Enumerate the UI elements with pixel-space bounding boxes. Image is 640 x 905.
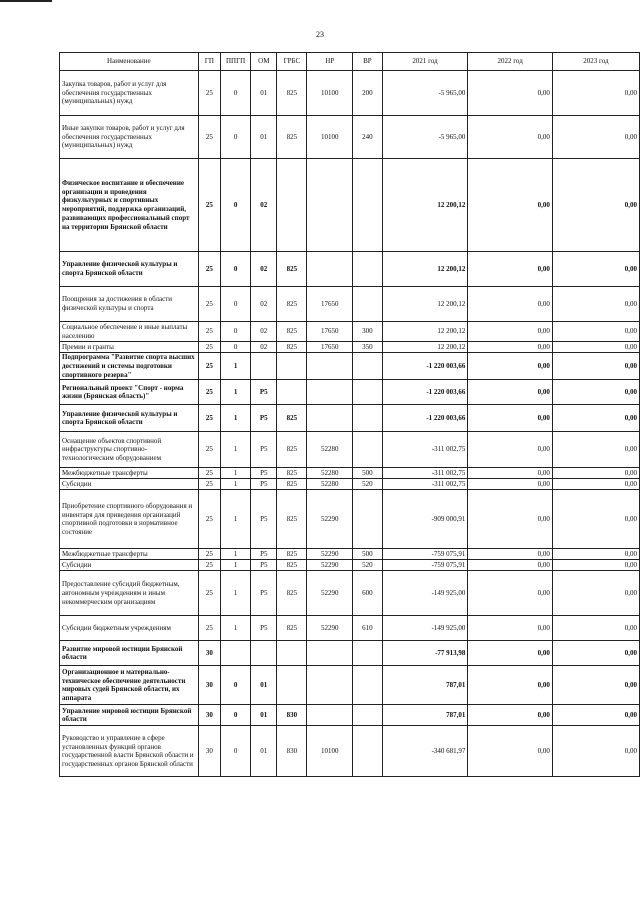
header-cell: ППГП [220, 53, 250, 71]
amount-2021-cell: -5 965,00 [382, 71, 468, 116]
amount-2021-cell: 12 200,12 [382, 322, 468, 342]
vr-cell: 520 [353, 479, 383, 490]
grbs-cell [277, 380, 307, 405]
row-name-cell: Субсидии [60, 479, 199, 490]
om-cell: 01 [251, 116, 277, 159]
ppgp-cell: 1 [220, 380, 250, 405]
row-name-cell: Закупка товаров, работ и услуг для обеспечения государственных (муниципальных) нужд [60, 71, 199, 116]
ppgp-cell: 0 [220, 116, 250, 159]
om-cell: 01 [251, 71, 277, 116]
gp-cell: 25 [198, 560, 220, 571]
amount-2022-cell: 0,00 [468, 252, 552, 287]
nr-cell [307, 666, 353, 705]
om-cell [251, 641, 277, 666]
row-name-cell: Управление физической культуры и спорта Брянской области [60, 405, 199, 432]
gp-cell: 25 [198, 287, 220, 322]
vr-cell [353, 380, 383, 405]
row-name-cell: Управление физической культуры и спорта Брянской области [60, 252, 199, 287]
amount-2022-cell: 0,00 [468, 479, 552, 490]
gp-cell: 25 [198, 549, 220, 560]
gp-cell: 25 [198, 405, 220, 432]
nr-cell [307, 380, 353, 405]
amount-2022-cell: 0,00 [468, 705, 552, 726]
table-row [60, 549, 640, 560]
om-cell: P5 [251, 380, 277, 405]
amount-2021-cell: -149 925,00 [382, 616, 468, 641]
gp-cell: 25 [198, 322, 220, 342]
amount-2023-cell: 0,00 [552, 616, 639, 641]
grbs-cell [277, 159, 307, 252]
amount-2022-cell: 0,00 [468, 322, 552, 342]
om-cell: P5 [251, 571, 277, 616]
amount-2023-cell: 0,00 [552, 116, 639, 159]
vr-cell: 500 [353, 549, 383, 560]
table-body [60, 71, 640, 777]
ppgp-cell: 0 [220, 342, 250, 353]
amount-2022-cell: 0,00 [468, 641, 552, 666]
amount-2022-cell: 0,00 [468, 405, 552, 432]
om-cell: P5 [251, 468, 277, 479]
header-cell: ВР [353, 53, 383, 71]
amount-2022-cell: 0,00 [468, 71, 552, 116]
vr-cell: 600 [353, 571, 383, 616]
amount-2023-cell: 0,00 [552, 405, 639, 432]
vr-cell [353, 432, 383, 468]
gp-cell: 25 [198, 353, 220, 380]
nr-cell [307, 252, 353, 287]
ppgp-cell: 0 [220, 666, 250, 705]
amount-2023-cell: 0,00 [552, 353, 639, 380]
nr-cell: 17650 [307, 287, 353, 322]
amount-2021-cell: -1 220 003,66 [382, 353, 468, 380]
amount-2022-cell: 0,00 [468, 353, 552, 380]
ppgp-cell: 0 [220, 159, 250, 252]
om-cell: P5 [251, 490, 277, 549]
nr-cell: 17650 [307, 322, 353, 342]
scan-edge-mark [0, 0, 52, 2]
table-row [60, 405, 640, 432]
nr-cell: 52280 [307, 479, 353, 490]
row-name-cell: Физическое воспитание и обеспечение организации и проведения физкультурных и спортивных мероприятий, поддержка организаций, развивающих профессиональный спорт на территории Брянской области [60, 159, 199, 252]
om-cell: 02 [251, 342, 277, 353]
header-cell: ГП [198, 53, 220, 71]
table-row [60, 641, 640, 666]
amount-2021-cell: 12 200,12 [382, 342, 468, 353]
row-name-cell: Премии и гранты [60, 342, 199, 353]
amount-2021-cell: 12 200,12 [382, 159, 468, 252]
vr-cell [353, 726, 383, 777]
gp-cell: 25 [198, 116, 220, 159]
vr-cell [353, 666, 383, 705]
row-name-cell: Социальное обеспечение и иные выплаты населению [60, 322, 199, 342]
grbs-cell: 825 [277, 490, 307, 549]
gp-cell: 30 [198, 641, 220, 666]
vr-cell [353, 252, 383, 287]
ppgp-cell: 0 [220, 322, 250, 342]
header-row [60, 53, 640, 71]
row-name-cell: Приобретение спортивного оборудования и инвентаря для приведения организаций спортивной подготовки в нормативное состояние [60, 490, 199, 549]
row-name-cell: Подпрограмма "Развитие спорта высших достижений и системы подготовки спортивного резерва" [60, 353, 199, 380]
gp-cell: 25 [198, 252, 220, 287]
table-row [60, 666, 640, 705]
amount-2023-cell: 0,00 [552, 641, 639, 666]
amount-2021-cell: -149 925,00 [382, 571, 468, 616]
amount-2023-cell: 0,00 [552, 322, 639, 342]
amount-2021-cell: -77 913,98 [382, 641, 468, 666]
table-row [60, 432, 640, 468]
nr-cell [307, 353, 353, 380]
ppgp-cell [220, 641, 250, 666]
amount-2022-cell: 0,00 [468, 468, 552, 479]
amount-2021-cell: -311 002,75 [382, 432, 468, 468]
amount-2022-cell: 0,00 [468, 616, 552, 641]
vr-cell: 240 [353, 116, 383, 159]
om-cell: P5 [251, 479, 277, 490]
table-row [60, 116, 640, 159]
amount-2021-cell: -759 075,91 [382, 560, 468, 571]
ppgp-cell: 1 [220, 468, 250, 479]
gp-cell: 25 [198, 616, 220, 641]
nr-cell: 52290 [307, 560, 353, 571]
om-cell: 01 [251, 726, 277, 777]
row-name-cell: Иные закупки товаров, работ и услуг для обеспечения государственных (муниципальных) нужд [60, 116, 199, 159]
amount-2023-cell: 0,00 [552, 468, 639, 479]
amount-2023-cell: 0,00 [552, 159, 639, 252]
table-row [60, 490, 640, 549]
om-cell: P5 [251, 616, 277, 641]
gp-cell: 25 [198, 71, 220, 116]
om-cell: P5 [251, 432, 277, 468]
nr-cell: 52280 [307, 432, 353, 468]
nr-cell: 10100 [307, 116, 353, 159]
row-name-cell: Субсидии бюджетным учреждениям [60, 616, 199, 641]
grbs-cell: 825 [277, 468, 307, 479]
nr-cell: 52290 [307, 490, 353, 549]
grbs-cell: 825 [277, 405, 307, 432]
grbs-cell [277, 353, 307, 380]
gp-cell: 25 [198, 479, 220, 490]
om-cell: 01 [251, 705, 277, 726]
ppgp-cell: 1 [220, 490, 250, 549]
amount-2021-cell: 787,01 [382, 666, 468, 705]
gp-cell: 25 [198, 571, 220, 616]
vr-cell: 300 [353, 322, 383, 342]
grbs-cell [277, 641, 307, 666]
om-cell: P5 [251, 405, 277, 432]
om-cell: P5 [251, 549, 277, 560]
gp-cell: 30 [198, 666, 220, 705]
vr-cell [353, 705, 383, 726]
ppgp-cell: 1 [220, 479, 250, 490]
gp-cell: 25 [198, 342, 220, 353]
vr-cell [353, 405, 383, 432]
amount-2023-cell: 0,00 [552, 666, 639, 705]
om-cell: 01 [251, 666, 277, 705]
ppgp-cell: 1 [220, 549, 250, 560]
nr-cell [307, 705, 353, 726]
vr-cell [353, 490, 383, 549]
ppgp-cell: 1 [220, 405, 250, 432]
ppgp-cell: 1 [220, 571, 250, 616]
amount-2023-cell: 0,00 [552, 726, 639, 777]
vr-cell: 500 [353, 468, 383, 479]
row-name-cell: Межбюджетные трансферты [60, 549, 199, 560]
grbs-cell: 825 [277, 432, 307, 468]
nr-cell: 10100 [307, 726, 353, 777]
grbs-cell: 825 [277, 322, 307, 342]
gp-cell: 25 [198, 380, 220, 405]
ppgp-cell: 0 [220, 726, 250, 777]
row-name-cell: Поощрения за достижения в области физической культуры и спорта [60, 287, 199, 322]
om-cell: 02 [251, 287, 277, 322]
nr-cell: 52290 [307, 616, 353, 641]
header-cell: НР [307, 53, 353, 71]
amount-2023-cell: 0,00 [552, 252, 639, 287]
grbs-cell: 830 [277, 726, 307, 777]
amount-2021-cell: -5 965,00 [382, 116, 468, 159]
gp-cell: 25 [198, 490, 220, 549]
amount-2023-cell: 0,00 [552, 705, 639, 726]
ppgp-cell: 0 [220, 252, 250, 287]
amount-2023-cell: 0,00 [552, 571, 639, 616]
vr-cell [353, 159, 383, 252]
row-name-cell: Субсидии [60, 560, 199, 571]
amount-2022-cell: 0,00 [468, 432, 552, 468]
amount-2023-cell: 0,00 [552, 560, 639, 571]
ppgp-cell: 1 [220, 353, 250, 380]
amount-2022-cell: 0,00 [468, 116, 552, 159]
nr-cell [307, 159, 353, 252]
amount-2021-cell: 12 200,12 [382, 287, 468, 322]
gp-cell: 25 [198, 432, 220, 468]
nr-cell: 52290 [307, 571, 353, 616]
grbs-cell: 825 [277, 116, 307, 159]
grbs-cell: 830 [277, 705, 307, 726]
amount-2023-cell: 0,00 [552, 342, 639, 353]
row-name-cell: Организационное и материально-техническое обеспечение деятельности мировых судей Брянской области, их аппарата [60, 666, 199, 705]
grbs-cell: 825 [277, 571, 307, 616]
gp-cell: 30 [198, 705, 220, 726]
row-name-cell: Предоставление субсидий бюджетным, автономным учреждениям и иным некоммерческим организациям [60, 571, 199, 616]
amount-2023-cell: 0,00 [552, 380, 639, 405]
amount-2023-cell: 0,00 [552, 287, 639, 322]
table-row [60, 705, 640, 726]
ppgp-cell: 0 [220, 705, 250, 726]
table-row [60, 726, 640, 777]
amount-2022-cell: 0,00 [468, 549, 552, 560]
table-row [60, 616, 640, 641]
amount-2021-cell: 787,01 [382, 705, 468, 726]
gp-cell: 25 [198, 159, 220, 252]
ppgp-cell: 0 [220, 287, 250, 322]
om-cell: 02 [251, 322, 277, 342]
table-row [60, 159, 640, 252]
grbs-cell: 825 [277, 71, 307, 116]
grbs-cell: 825 [277, 252, 307, 287]
row-name-cell: Управление мировой юстиции Брянской области [60, 705, 199, 726]
row-name-cell: Руководство и управление в сфере установленных функций органов государственной власти Брянской области и государственных органов Брянской области [60, 726, 199, 777]
row-name-cell: Межбюджетные трансферты [60, 468, 199, 479]
amount-2021-cell: -311 002,75 [382, 468, 468, 479]
row-name-cell: Оснащение объектов спортивной инфраструктуры спортивно-технологическим оборудованием [60, 432, 199, 468]
page-number: 23 [316, 30, 324, 39]
nr-cell: 52280 [307, 468, 353, 479]
amount-2021-cell: 12 200,12 [382, 252, 468, 287]
amount-2021-cell: -909 000,91 [382, 490, 468, 549]
grbs-cell: 825 [277, 342, 307, 353]
table-row [60, 560, 640, 571]
amount-2023-cell: 0,00 [552, 479, 639, 490]
amount-2022-cell: 0,00 [468, 287, 552, 322]
vr-cell [353, 353, 383, 380]
vr-cell: 200 [353, 71, 383, 116]
grbs-cell [277, 666, 307, 705]
row-name-cell: Развитие мировой юстиции Брянской области [60, 641, 199, 666]
amount-2022-cell: 0,00 [468, 560, 552, 571]
vr-cell: 350 [353, 342, 383, 353]
header-cell: Наименование [60, 53, 199, 71]
amount-2022-cell: 0,00 [468, 380, 552, 405]
grbs-cell: 825 [277, 616, 307, 641]
nr-cell: 10100 [307, 71, 353, 116]
nr-cell [307, 641, 353, 666]
amount-2021-cell: -1 220 003,66 [382, 405, 468, 432]
ppgp-cell: 1 [220, 432, 250, 468]
om-cell [251, 353, 277, 380]
table-row [60, 468, 640, 479]
amount-2022-cell: 0,00 [468, 159, 552, 252]
amount-2021-cell: -1 220 003,66 [382, 380, 468, 405]
grbs-cell: 825 [277, 560, 307, 571]
amount-2023-cell: 0,00 [552, 490, 639, 549]
table-row [60, 353, 640, 380]
om-cell: 02 [251, 252, 277, 287]
gp-cell: 30 [198, 726, 220, 777]
nr-cell: 52290 [307, 549, 353, 560]
om-cell: P5 [251, 560, 277, 571]
amount-2023-cell: 0,00 [552, 549, 639, 560]
table-row [60, 479, 640, 490]
om-cell: 02 [251, 159, 277, 252]
header-cell: 2023 год [552, 53, 639, 71]
vr-cell: 520 [353, 560, 383, 571]
ppgp-cell: 1 [220, 560, 250, 571]
vr-cell [353, 287, 383, 322]
amount-2022-cell: 0,00 [468, 571, 552, 616]
amount-2021-cell: -759 075,91 [382, 549, 468, 560]
header-cell: 2021 год [382, 53, 468, 71]
budget-table [59, 52, 640, 777]
vr-cell [353, 641, 383, 666]
amount-2021-cell: -340 681,97 [382, 726, 468, 777]
table-row [60, 71, 640, 116]
nr-cell: 17650 [307, 342, 353, 353]
amount-2023-cell: 0,00 [552, 432, 639, 468]
grbs-cell: 825 [277, 287, 307, 322]
gp-cell: 25 [198, 468, 220, 479]
header-cell: ГРБС [277, 53, 307, 71]
row-name-cell: Региональный проект "Спорт - норма жизни (Брянская область)" [60, 380, 199, 405]
header-cell: 2022 год [468, 53, 552, 71]
table-row [60, 342, 640, 353]
amount-2022-cell: 0,00 [468, 342, 552, 353]
table-row [60, 287, 640, 322]
ppgp-cell: 0 [220, 71, 250, 116]
table-row [60, 571, 640, 616]
grbs-cell: 825 [277, 549, 307, 560]
amount-2023-cell: 0,00 [552, 71, 639, 116]
amount-2022-cell: 0,00 [468, 666, 552, 705]
vr-cell: 610 [353, 616, 383, 641]
table-row [60, 322, 640, 342]
table-row [60, 252, 640, 287]
amount-2022-cell: 0,00 [468, 726, 552, 777]
nr-cell [307, 405, 353, 432]
header-cell: ОМ [251, 53, 277, 71]
ppgp-cell: 1 [220, 616, 250, 641]
amount-2021-cell: -311 002,75 [382, 479, 468, 490]
table-row [60, 380, 640, 405]
amount-2022-cell: 0,00 [468, 490, 552, 549]
grbs-cell: 825 [277, 479, 307, 490]
